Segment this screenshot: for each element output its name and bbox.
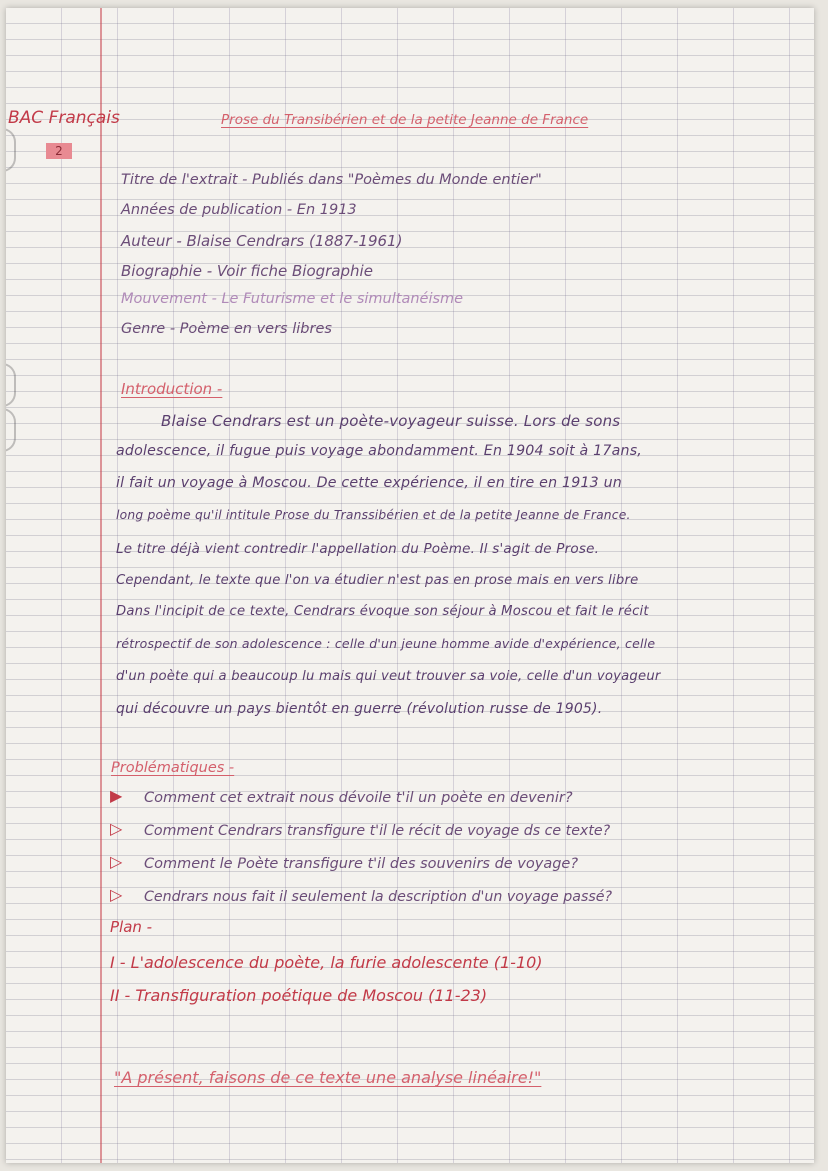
problematique-item-4: Cendrars nous fait il seulement la description d'un voyage passé? [144, 889, 613, 905]
intro-line-3: il fait un voyage à Moscou. De cette expérience, il en tire en 1913 un [116, 475, 622, 491]
bullet-arrow-outline-icon: ▷ [110, 852, 123, 871]
intro-line-2: adolescence, il fugue puis voyage abondamment. En 1904 soit à 17ans, [116, 443, 643, 459]
intro-line-5: Le titre déjà vient contredir l'appellation du Poème. Il s'agit de Prose. [116, 541, 600, 557]
problematique-item-3: Comment le Poète transfigure t'il des souvenirs de voyage? [144, 856, 579, 872]
plan-item-2: II - Transfiguration poétique de Moscou (11-23) [110, 986, 488, 1005]
intro-line-7: Dans l'incipit de ce texte, Cendrars évoque son séjour à Moscou et fait le récit [116, 604, 649, 619]
intro-line-6: Cependant, le texte que l'on va étudier n'est pas en prose mais en vers libre [116, 573, 639, 588]
problematique-item-1: Comment cet extrait nous dévoile t'il un poète en devenir? [144, 790, 573, 806]
page-title: Prose du Transibérien et de la petite Jeanne de France [221, 112, 589, 128]
plan-heading: Plan - [110, 918, 153, 936]
meta-mouvement: Mouvement - Le Futurisme et le simultanéisme [121, 291, 464, 307]
meta-titre: Titre de l'extrait - Publiés dans "Poèmes du Monde entier" [121, 172, 542, 188]
bullet-arrow-outline-icon: ▷ [110, 819, 123, 838]
meta-genre: Genre - Poème en vers libres [121, 321, 332, 337]
meta-auteur: Auteur - Blaise Cendrars (1887-1961) [121, 232, 403, 250]
closing-line: "A présent, faisons de ce texte une analyse linéaire!" [114, 1068, 542, 1087]
lesson-number: 2 [46, 143, 72, 159]
problematiques-heading: Problématiques - [111, 760, 235, 776]
intro-line-9: d'un poète qui a beaucoup lu mais qui veut trouver sa voie, celle d'un voyageur [116, 669, 661, 684]
intro-line-4: long poème qu'il intitule Prose du Transsibérien et de la petite Jeanne de France. [116, 508, 631, 522]
intro-line-1: Blaise Cendrars est un poète-voyageur suisse. Lors de sons [161, 412, 621, 430]
meta-annee: Années de publication - En 1913 [121, 202, 357, 218]
bullet-arrow-outline-icon: ▷ [110, 885, 123, 904]
intro-line-10: qui découvre un pays bientôt en guerre (révolution russe de 1905). [116, 701, 603, 717]
meta-biographie: Biographie - Voir fiche Biographie [121, 262, 373, 280]
plan-item-1: I - L'adolescence du poète, la furie adolescente (1-10) [110, 953, 543, 972]
bullet-arrow-filled-icon: ▶ [110, 786, 123, 805]
problematique-item-2: Comment Cendrars transfigure t'il le récit de voyage ds ce texte? [144, 823, 611, 839]
intro-line-8: rétrospectif de son adolescence : celle d'un jeune homme avide d'expérience, celle [116, 636, 656, 651]
subject-label: BAC Français [8, 108, 120, 128]
introduction-heading: Introduction - [121, 380, 223, 398]
notebook-page [6, 8, 814, 1163]
margin-line [100, 8, 102, 1163]
